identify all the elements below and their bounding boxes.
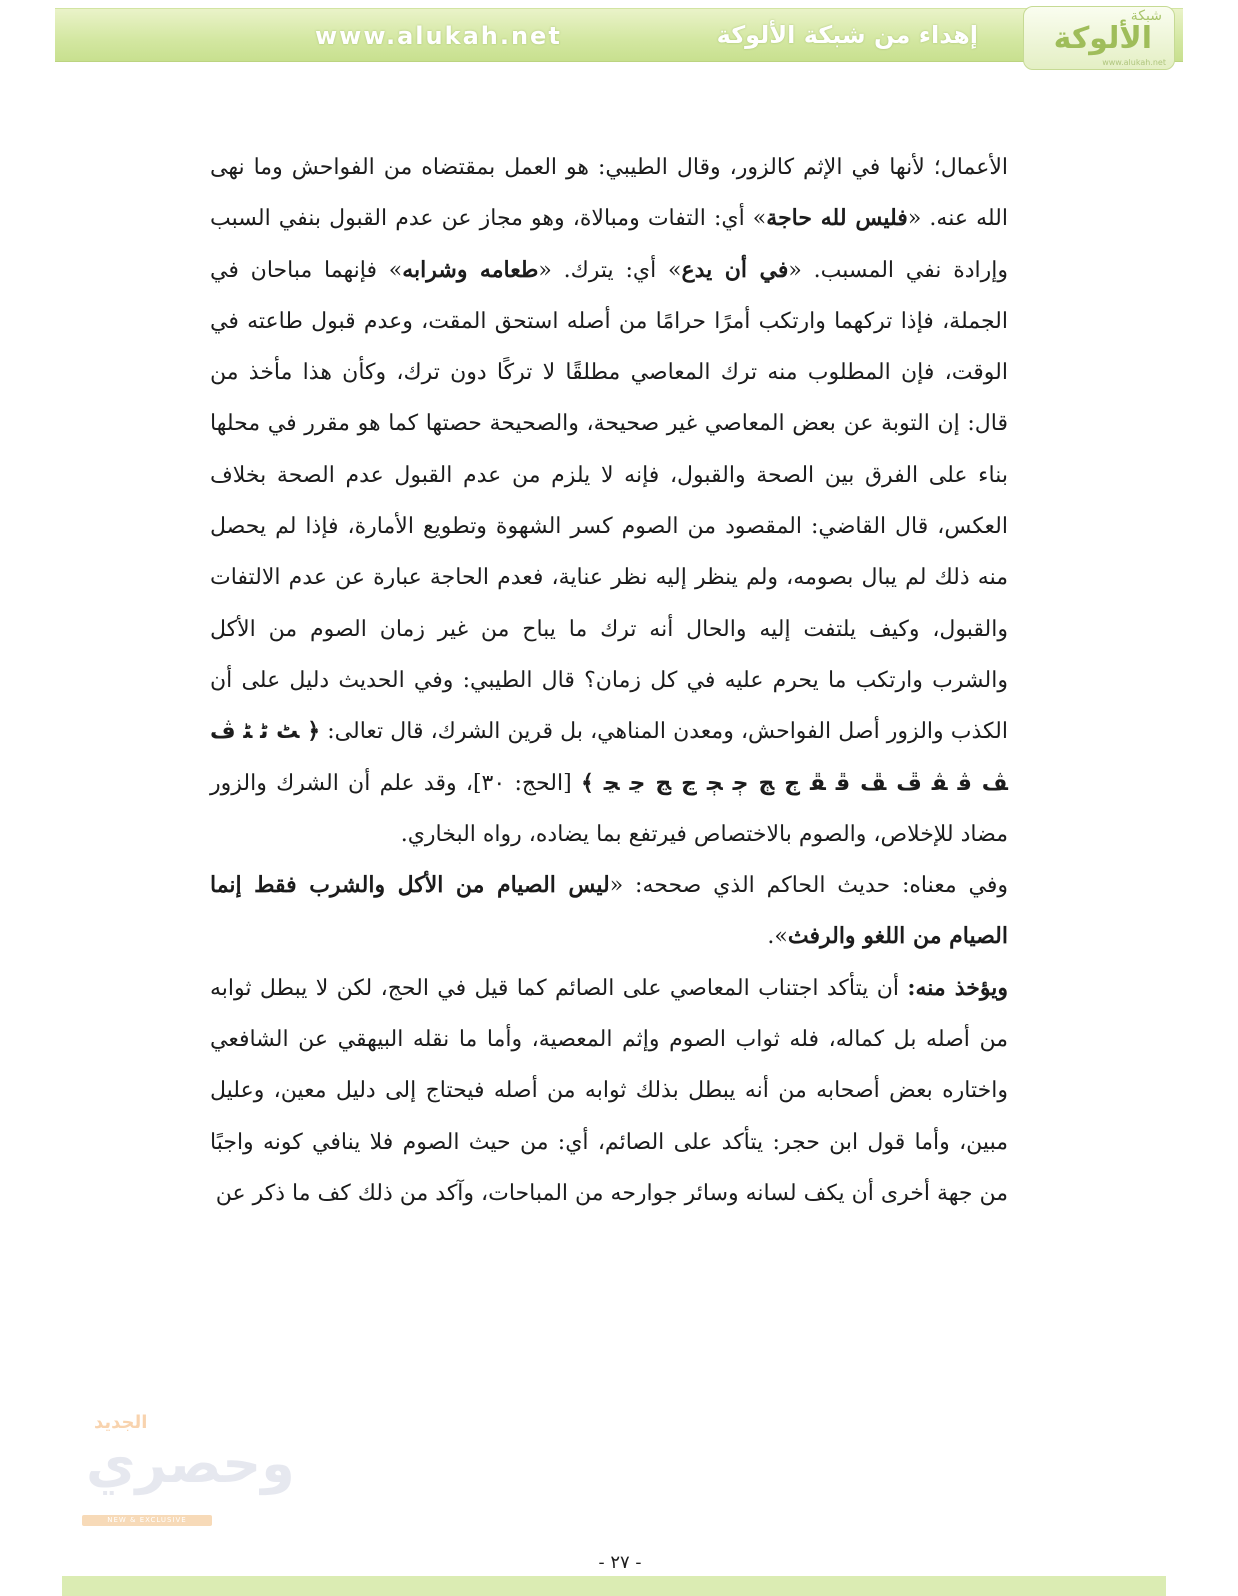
watermark-top-text: الجديد (94, 1412, 148, 1433)
text-run: » أي: التفات ومبالاة، وهو مجاز عن عدم القبول بنفي السبب وإرادة نفي المسبب. « (210, 206, 1009, 283)
text-run: ». (767, 924, 788, 950)
paragraph-2 (210, 860, 1008, 963)
watermark-big-text: وحصري (86, 1432, 295, 1495)
text-run: [الحج: ٣٠]، وقد علم أن الشرك والزور مضاد للإخلاص، والصوم بالاختصاص فيرتفع بما يضاده، رواه البخاري. (210, 770, 1008, 847)
bold-quote: فليس لله حاجة (766, 205, 908, 232)
page-body (210, 142, 1008, 1219)
footer-band (62, 1576, 1166, 1596)
bold-heading: ويؤخذ منه: (907, 974, 1008, 1001)
site-url[interactable]: www.alukah.net (315, 22, 562, 50)
text-run: وفي معناه: حديث الحاكم الذي صححه: « (609, 873, 1008, 899)
text-run: » فإنهما مباحان في الجملة، فإذا تركهما وارتكب أمرًا حرامًا من أصله استحق المقت، وعدم قبول طاعته في الوقت، فإن المطلوب منه ترك المعاصي مطلقًا لا تركًا دون ترك، وكأن هذا مأخذ من قال: إن التوبة عن بعض المعاصي غير صحيحة، والصحيحة حصتها كما هو مقرر في محلها بناء على الفرق بين الصحة والقبول، فإنه لا يلزم من عدم القبول عدم الصحة بخلاف العكس، قال القاضي: المقصود من الصوم كسر الشهوة وتطويع الأمارة، فإذا لم يحصل منه ذلك لم يبال بصومه، ولم ينظر إليه نظر عناية، فعدم الحاجة عبارة عن عدم الالتفات والقبول، وكيف يلتفت إليه والحال أنه ترك ما يباح من غير زمان الصوم من الأكل والشرب وارتكب ما يحرم عليه في كل زمان؟ قال الطيبي: وفي الحديث دليل على أن الكذب والزور أصل الفواحش، ومعدن المناهي، بل قرين الشرك، قال تعالى: (210, 257, 1008, 745)
page-number: - ٢٧ - (598, 1552, 642, 1573)
paragraph-1 (210, 142, 1008, 860)
new-exclusive-watermark (82, 1410, 295, 1532)
gift-text: إهداء من شبكة الألوكة (716, 21, 978, 49)
paragraph-3 (210, 963, 1008, 1219)
alukah-logo[interactable] (1023, 6, 1175, 70)
text-run: الأعمال؛ لأنها في الإثم كالزور، وقال الطيبي: هو العمل بمقتضاه من الفواحش وما نهى الله عنه. « (210, 155, 1008, 232)
logo-big-text: الألوكة (1053, 21, 1152, 56)
header-banner (55, 8, 1183, 67)
bold-hadith: ليس الصيام من الأكل والشرب فقط إنما الصيام من اللغو والرفث (210, 872, 1008, 950)
bold-quote: في أن يدع (681, 256, 789, 283)
bold-quote: طعامه وشرابه (402, 256, 539, 283)
text-run: » أي: يترك. « (538, 257, 682, 283)
quran-verse-glyphs: ﴿ ﭧ ﭨ ﭩ ﭪ ﭫ ﭬ ﭭ ﭮ ﭯ ﭰ ﭱ ﭲ ﭳ ﭴ ﭵ ﭶ ﭷ ﭸ ﭹ ﴾ (210, 719, 1009, 796)
logo-url-text: www.alukah.net (1102, 58, 1166, 67)
text-run: أن يتأكد اجتناب المعاصي على الصائم كما قيل في الحج، لكن لا يبطل ثوابه من أصله بل كماله، فله ثواب الصوم وإثم المعصية، وأما ما نقله البيهقي عن الشافعي واختاره بعض أصحابه من أنه يبطل بذلك ثوابه من أصله فيحتاج إلى دليل معين، وعليل مبين، وأما قول ابن حجر: يتأكد على الصائم، أي: من حيث الصوم فلا ينافي كونه واجبًا من جهة أخرى أن يكف لسانه وسائر جوارحه من المباحات، وآكد من ذلك كف ما ذكر عن (210, 975, 1008, 1206)
watermark-strip: NEW & EXCLUSIVE (82, 1515, 212, 1526)
logo-small-text: شبكة (1130, 8, 1162, 24)
